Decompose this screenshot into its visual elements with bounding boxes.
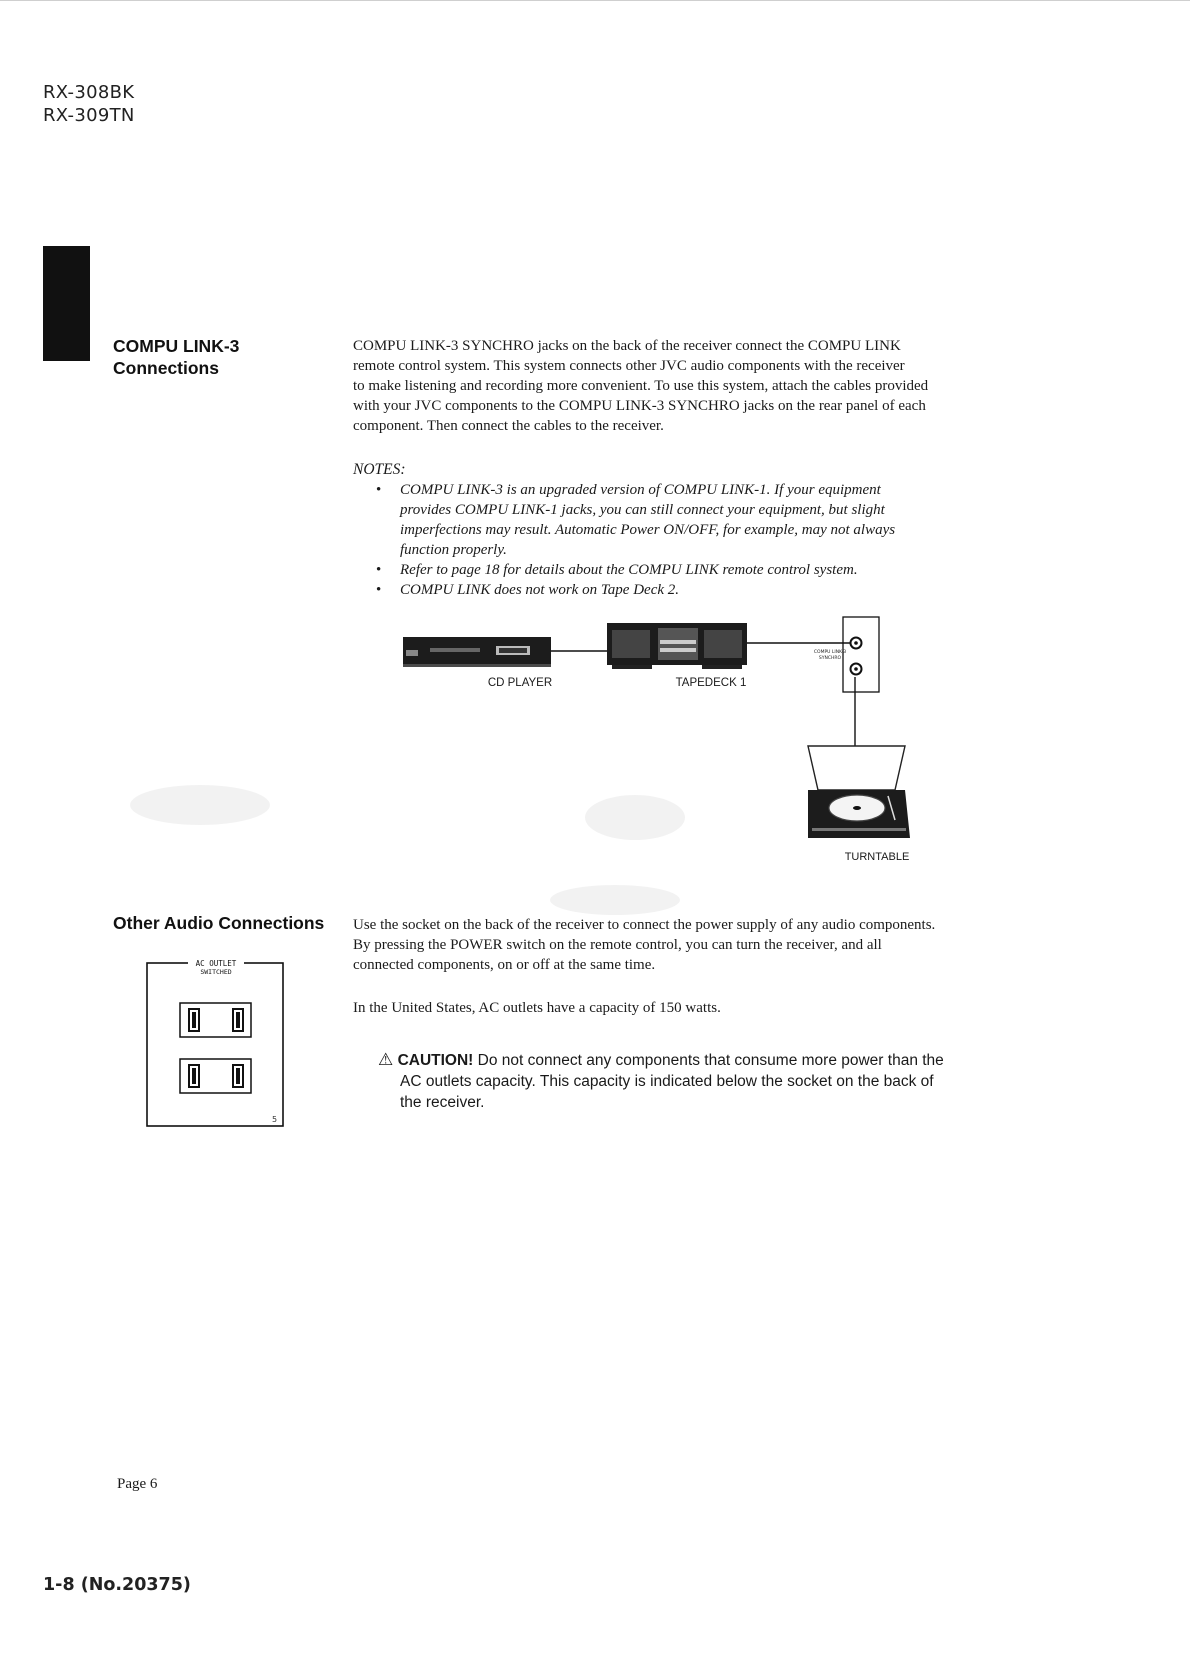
- warning-triangle-icon: ⚠: [378, 1050, 394, 1069]
- intro-line: remote control system. This system connects other JVC audio components with the receiver: [353, 358, 905, 374]
- turntable-label: TURNTABLE: [844, 851, 910, 863]
- caution-block: [378, 1049, 978, 1113]
- paragraph-line: By pressing the POWER switch on the remote control, you can turn the receiver, and all: [353, 937, 882, 953]
- intro-line: with your JVC components to the COMPU LINK-3 SYNCHRO jacks on the rear panel of each: [353, 398, 926, 414]
- intro-line: component. Then connect the cables to the receiver.: [353, 418, 664, 434]
- outlet-corner-mark: 5: [272, 1115, 278, 1124]
- outlet-socket-lower: [180, 1059, 251, 1093]
- document-number: 1-8 (No.20375): [43, 1575, 191, 1595]
- compu-link-heading-line2: Connections: [113, 358, 219, 378]
- other-audio-paragraph: [353, 915, 978, 975]
- note-line: COMPU LINK-3 is an upgraded version of COMPU LINK-1. If your equipment: [400, 482, 881, 498]
- caution-line: Do not connect any components that consume more power than the: [477, 1052, 944, 1069]
- caution-line: AC outlets capacity. This capacity is indicated below the socket on the back of: [400, 1073, 934, 1090]
- us-capacity-text: In the United States, AC outlets have a capacity of 150 watts.: [353, 1000, 721, 1016]
- other-audio-heading: Other Audio Connections: [113, 913, 325, 933]
- paragraph-line: Use the socket on the back of the receiver to connect the power supply of any audio components.: [353, 917, 936, 933]
- tape-deck-label: TAPEDECK 1: [675, 677, 747, 689]
- paragraph-line: connected components, on or off at the same time.: [353, 957, 656, 973]
- note-line: COMPU LINK does not work on Tape Deck 2.: [400, 582, 680, 598]
- note-line: Refer to page 18 for details about the COMPU LINK remote control system.: [400, 562, 858, 578]
- bullet-icon: •: [376, 562, 382, 578]
- note-line: provides COMPU LINK-1 jacks, you can still connect your equipment, but slight: [400, 502, 885, 518]
- notes-title: NOTES:: [353, 461, 406, 478]
- compu-link-heading-line1: COMPU LINK-3: [113, 336, 240, 356]
- intro-line: to make listening and recording more convenient. To use this system, attach the cables provided: [353, 378, 929, 394]
- bullet-icon: •: [376, 582, 382, 598]
- caution-label: CAUTION!: [397, 1052, 474, 1069]
- model-number-1: RX-308BK: [43, 82, 135, 103]
- caution-line: the receiver.: [400, 1094, 485, 1111]
- outlet-label-line2: SWITCHED: [200, 968, 232, 976]
- page-number: Page 6: [117, 1476, 158, 1492]
- note-line: imperfections may result. Automatic Power ON/OFF, for example, may not always: [400, 522, 896, 538]
- cd-player-label: CD PLAYER: [487, 677, 553, 689]
- jack-label-line1: COMPU LINK-3: [813, 650, 847, 655]
- outlet-socket-upper: [180, 1003, 251, 1037]
- intro-line: COMPU LINK-3 SYNCHRO jacks on the back of the receiver connect the COMPU LINK: [353, 338, 901, 354]
- jack-label-line2: SYNCHRO: [818, 656, 842, 661]
- note-line: function properly.: [400, 542, 507, 558]
- bullet-icon: •: [376, 482, 382, 498]
- model-number-2: RX-309TN: [43, 105, 135, 126]
- outlet-label-line1: AC OUTLET: [195, 959, 237, 968]
